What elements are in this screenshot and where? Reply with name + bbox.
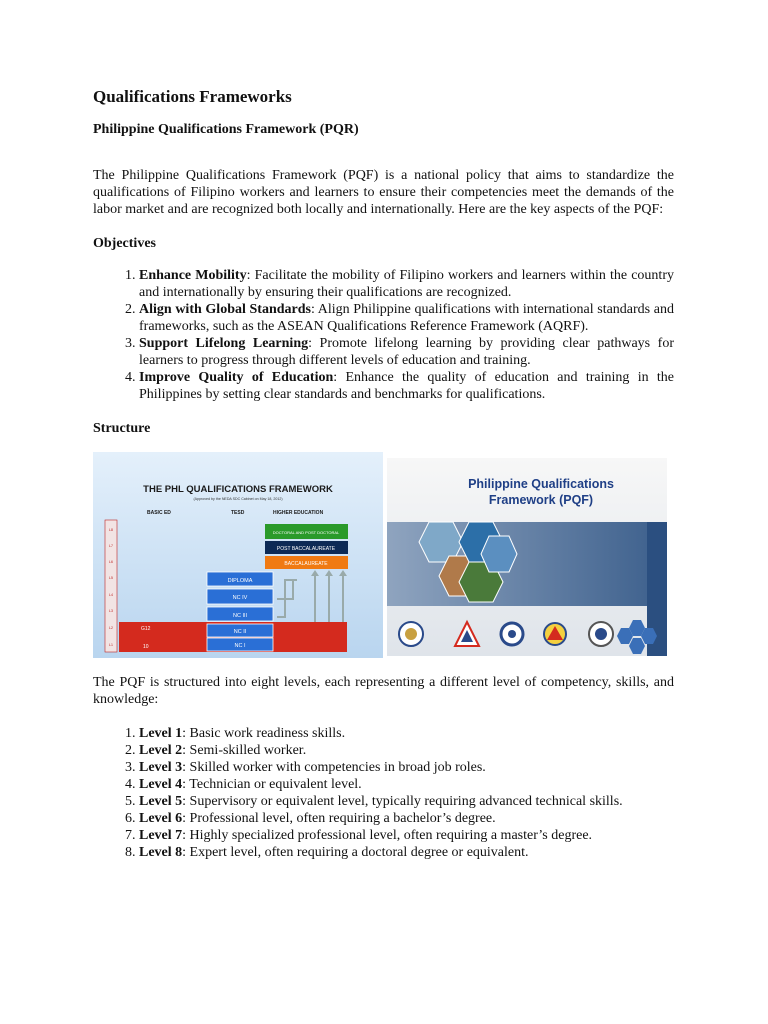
- doctoral-label: DOCTORAL AND POST DOCTORAL: [272, 530, 340, 535]
- item-text: : Semi-skilled worker.: [182, 743, 307, 758]
- item-text: : Technician or equivalent level.: [182, 777, 362, 792]
- level-column: [105, 520, 117, 652]
- item-text: : Enhance the quality of education and training in the Philippines by setting clear standards and benchmarks for qualifications.: [139, 370, 675, 402]
- baccalaureate-label: BACCALAUREATE: [284, 561, 328, 567]
- list-item: [139, 776, 674, 793]
- level-label: L8: [109, 528, 113, 532]
- list-item: [139, 844, 674, 861]
- item-term: Level 8: [139, 845, 183, 860]
- diagram-title: THE PHL QUALIFICATIONS FRAMEWORK: [143, 484, 333, 495]
- grade-12-label: G12: [141, 626, 151, 632]
- list-item: [139, 301, 674, 335]
- cover-title-line1: Philippine Qualifications: [468, 477, 614, 491]
- item-text: : Facilitate the mobility of Filipino workers and learners within the country and internationally by ensuring their qualifications are recognized.: [139, 268, 674, 300]
- level-label: L7: [109, 544, 113, 548]
- item-term: Level 2: [139, 743, 183, 758]
- document-body: [93, 86, 674, 861]
- column-basic-ed: BASIC ED: [147, 510, 171, 516]
- pqf-cover-image: [387, 458, 667, 656]
- intro-paragraph: The Philippine Qualifications Framework (PQF) is a national policy that aims to standardize the qualifications of Filipino workers and learners to ensure their competencies meet the demands of the labor market and are recognized both locally and internationally. Here are the key aspects of the PQF:: [93, 168, 674, 217]
- item-term: Level 4: [139, 777, 183, 792]
- column-tesd: TESD: [231, 510, 245, 516]
- post-baccalaureate-label: POST BACCALAUREATE: [276, 546, 336, 552]
- structure-paragraph: The PQF is structured into eight levels, each representing a different level of competency, skills, and knowledge:: [93, 675, 674, 707]
- item-text: : Align Philippine qualifications with international standards and frameworks, such as the ASEAN Qualifications Reference Framework (AQRF).: [139, 302, 674, 334]
- level-label: L4: [109, 593, 113, 597]
- level-label: L6: [109, 560, 113, 564]
- diagram-caption: (Approved by the NEDA SDC Cabinet on May 18, 2012): [193, 497, 283, 501]
- item-term: Enhance Mobility: [139, 268, 247, 283]
- nc3-label: NC III: [232, 613, 248, 619]
- item-text: : Skilled worker with competencies in broad job roles.: [182, 760, 486, 775]
- level-label: L1: [109, 643, 113, 647]
- list-item: [139, 335, 674, 369]
- item-text: : Supervisory or equivalent level, typically requiring advanced technical skills.: [182, 794, 623, 809]
- item-term: Support Lifelong Learning: [139, 336, 309, 351]
- item-text: : Expert level, often requiring a doctoral degree or equivalent.: [182, 845, 529, 860]
- item-term: Level 5: [139, 794, 183, 809]
- structure-heading: Structure: [93, 421, 151, 436]
- list-item: [139, 742, 674, 759]
- page-title: Qualifications Frameworks: [93, 87, 292, 106]
- list-item: [139, 793, 674, 810]
- nc1-label: NC I: [234, 643, 246, 649]
- level-label: L2: [109, 626, 113, 630]
- item-text: : Promote lifelong learning by providing clear pathways for learners to progress through different levels of education and training.: [139, 336, 674, 368]
- structure-figures: [93, 452, 674, 658]
- level-label: L5: [109, 576, 113, 580]
- item-text: : Professional level, often requiring a bachelor’s degree.: [182, 811, 496, 826]
- item-term: Level 1: [139, 726, 183, 741]
- list-item: [139, 759, 674, 776]
- cover-title-line2: Framework (PQF): [488, 493, 594, 507]
- pqf-framework-diagram: [93, 452, 383, 658]
- list-item: [139, 267, 674, 301]
- objectives-list: [93, 267, 674, 403]
- column-higher-education: HIGHER EDUCATION: [273, 510, 324, 516]
- nc4-label: NC IV: [232, 595, 248, 601]
- nc2-label: NC II: [233, 629, 247, 635]
- section-subtitle: Philippine Qualifications Framework (PQR): [93, 122, 359, 137]
- item-text: : Highly specialized professional level, often requiring a master’s degree.: [182, 828, 593, 843]
- level-label: L3: [109, 609, 113, 613]
- levels-list: [93, 725, 674, 861]
- grade-10-label: 10: [143, 644, 149, 650]
- item-text: : Basic work readiness skills.: [182, 726, 346, 741]
- diploma-label: DIPLOMA: [227, 578, 253, 584]
- item-term: Level 3: [139, 760, 183, 775]
- list-item: [139, 827, 674, 844]
- item-term: Align with Global Standards: [139, 302, 311, 317]
- list-item: [139, 810, 674, 827]
- item-term: Improve Quality of Education: [139, 370, 334, 385]
- item-term: Level 6: [139, 811, 183, 826]
- list-item: [139, 369, 674, 403]
- item-term: Level 7: [139, 828, 183, 843]
- list-item: [139, 725, 674, 742]
- objectives-heading: Objectives: [93, 236, 156, 251]
